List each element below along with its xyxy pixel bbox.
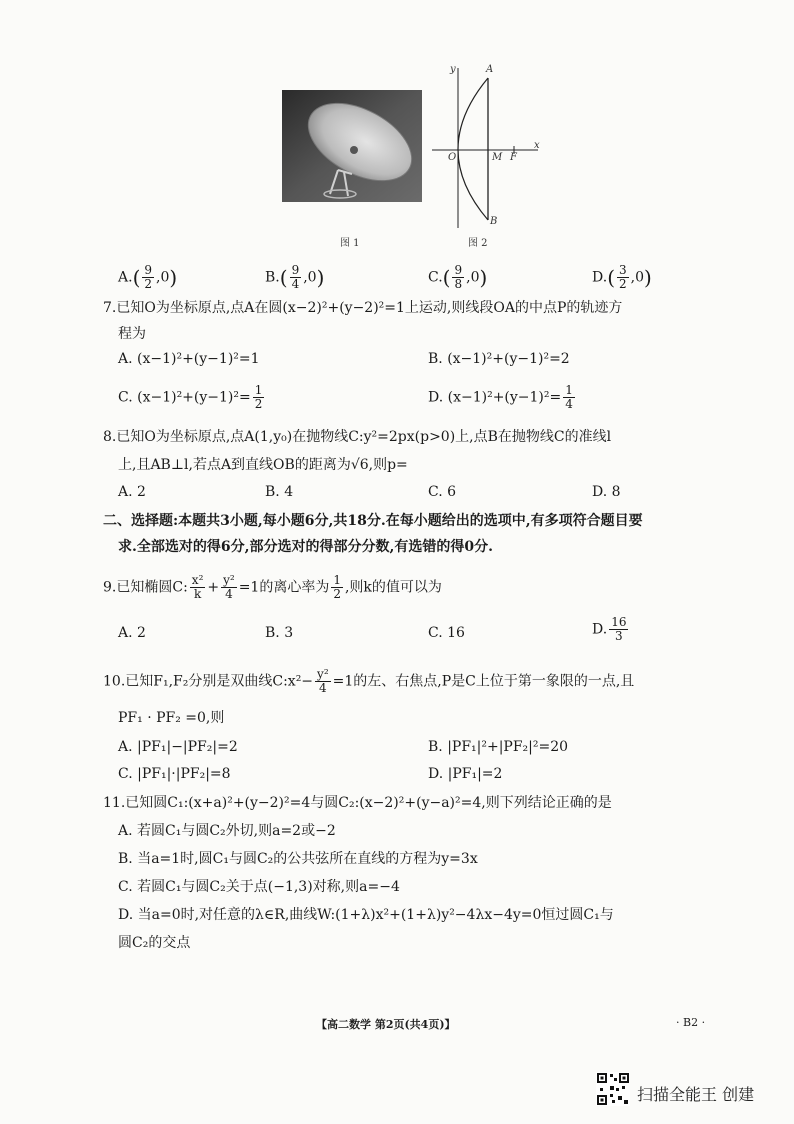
q8-option-d: D. 8 — [592, 484, 621, 500]
point-label-m: M — [492, 152, 503, 163]
axis-label-x: x — [534, 140, 540, 151]
figure-1-photo — [282, 90, 422, 202]
q11-option-b: B. 当a=1时,圆C₁与圆C₂的公共弦所在直线的方程为y=3x — [118, 851, 478, 867]
section-2-heading-line-2: 求.全部选对的得6分,部分选对的得部分分数,有选错的得0分. — [118, 539, 493, 555]
q7-stem-line-2: 程为 — [118, 326, 146, 342]
page-footer-code: · B2 · — [676, 1016, 706, 1029]
point-label-f: F — [510, 152, 517, 163]
q11-option-a: A. 若圆C₁与圆C₂外切,则a=2或−2 — [118, 823, 336, 839]
figure-2-caption: 图 2 — [468, 238, 488, 249]
q11-option-c: C. 若圆C₁与圆C₂关于点(−1,3)对称,则a=−4 — [118, 879, 400, 895]
q11-option-d-line-1: D. 当a=0时,对任意的λ∈R,曲线W:(1+λ)x²+(1+λ)y²−4λx−4y=0恒过圆C₁与 — [118, 907, 614, 923]
q7-option-c: C. (x−1)²+(y−1)²= $\frac{1}{2}$ — [118, 383, 263, 411]
q11-stem: 11.已知圆C₁:(x+a)²+(y−2)²=4与圆C₂:(x−2)²+(y−a)²=4,则下列结论正确的是 — [103, 795, 612, 811]
q10-option-d: D. |PF₁|=2 — [428, 766, 503, 782]
q7-option-a: A. (x−1)²+(y−1)²=1 — [118, 351, 260, 367]
point-label-o: O — [448, 152, 457, 163]
q10-option-b: B. |PF₁|²+|PF₂|²=20 — [428, 739, 569, 755]
scanner-watermark-text: 扫描全能王 创建 — [637, 1085, 755, 1104]
q8-stem-line-1: 8.已知O为坐标原点,点A(1,y₀)在抛物线C:y²=2px(p>0)上,点B在抛物线C的准线l — [103, 429, 612, 445]
q8-option-c: C. 6 — [428, 484, 457, 500]
qr-code-icon — [596, 1072, 630, 1106]
q10-stem-line-1: 10.已知F₁,F₂分别是双曲线C:x²− $\frac{\text{y²}}{4}$ =1的左、右焦点,P是C上位于第一象限的一点,且 — [103, 667, 635, 695]
q9-stem: 9.已知椭圆C: $\frac{\text{x²}}{k}$ + $\frac{\text{y²}}{4}$ =1的离心率为 $\frac{1}{2}$ ,则k的值可以为 — [103, 573, 442, 601]
q7-option-b: B. (x−1)²+(y−1)²=2 — [428, 351, 570, 367]
q6-option-c: C.( $\frac{9}{8}$ ,0) — [428, 263, 488, 291]
q9-option-c: C. 16 — [428, 625, 465, 641]
q6-option-d: D.( $\frac{3}{2}$ ,0) — [592, 263, 652, 291]
q11-option-d-line-2: 圆C₂的交点 — [118, 935, 191, 951]
q8-stem-line-2: 上,且AB⊥l,若点A到直线OB的距离为√6,则p= — [118, 457, 408, 473]
q6-option-b: B.( $\frac{9}{4}$ ,0) — [265, 263, 325, 291]
q7-stem-line-1: 7.已知O为坐标原点,点A在圆(x−2)²+(y−2)²=1上运动,则线段OA的中点P的轨迹方 — [103, 300, 623, 316]
section-2-heading-line-1: 二、选择题:本题共3小题,每小题6分,共18分.在每小题给出的选项中,有多项符合题目要 — [103, 513, 643, 529]
axis-label-y: y — [450, 64, 456, 75]
q7-option-d: D. (x−1)²+(y−1)²= $\frac{1}{4}$ — [428, 383, 573, 411]
figure-1-caption: 图 1 — [340, 238, 360, 249]
q9-option-a: A. 2 — [118, 625, 146, 641]
q10-option-c: C. |PF₁|·|PF₂|=8 — [118, 766, 231, 782]
q6-option-a: A.( $\frac{9}{2}$ ,0) — [118, 263, 178, 291]
q9-option-b: B. 3 — [265, 625, 294, 641]
q10-stem-line-2: PF₁ · PF₂ =0,则 — [118, 710, 225, 726]
page-footer-center: 【高二数学 第2页(共4页)】 — [316, 1018, 456, 1031]
q8-option-b: B. 4 — [265, 484, 294, 500]
q9-option-d: D. $\frac{16}{3}$ — [592, 615, 627, 643]
q10-option-a: A. |PF₁|−|PF₂|=2 — [118, 739, 238, 755]
point-label-a: A — [486, 64, 494, 75]
point-label-b: B — [490, 216, 498, 227]
figure-2-diagram — [430, 60, 540, 230]
q8-option-a: A. 2 — [118, 484, 146, 500]
